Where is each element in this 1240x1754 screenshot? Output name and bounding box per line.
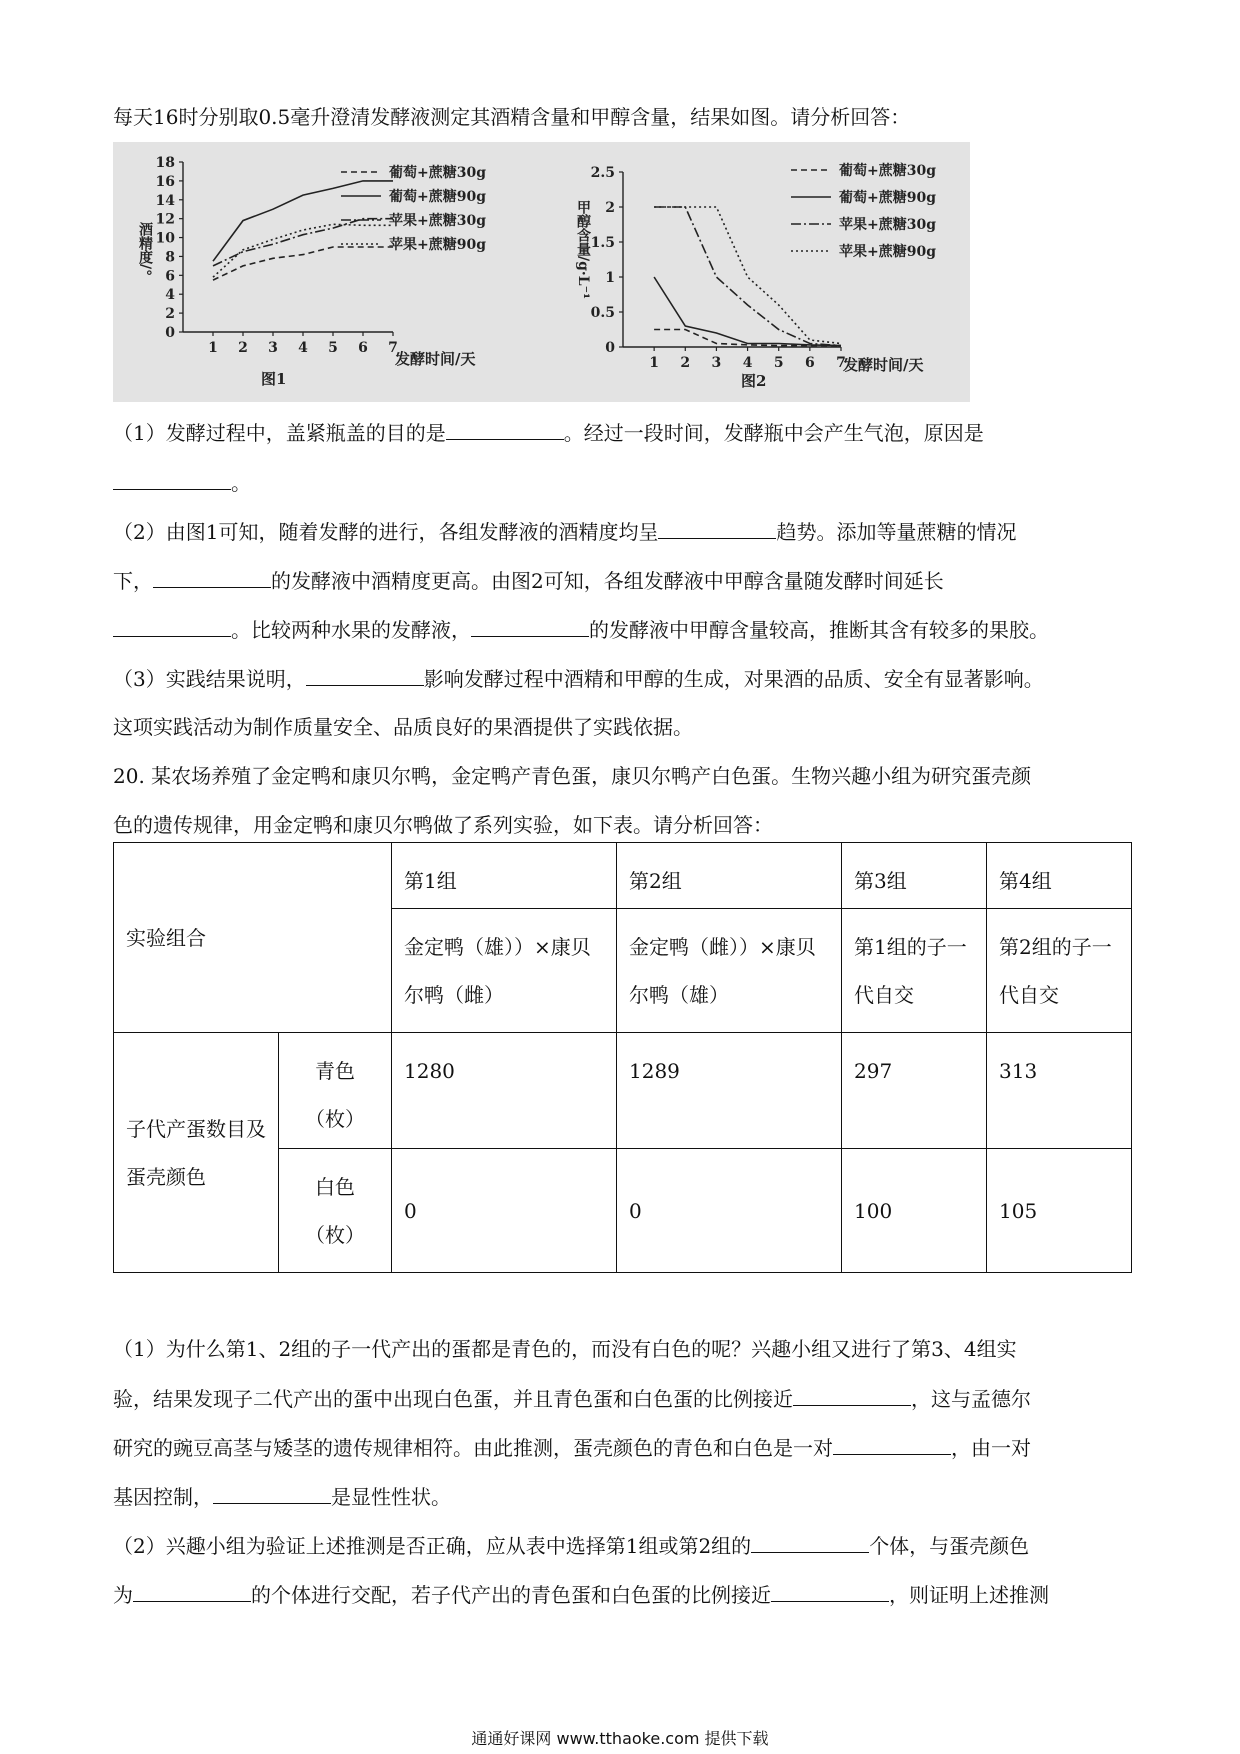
fig1-series-2-line (213, 181, 393, 261)
answer-blank[interactable] (113, 616, 231, 637)
fig1-x-tick-label: 2 (238, 340, 248, 356)
fig2-legend-label-2: 葡萄+蔗糖90g (839, 190, 937, 206)
fig2-series-2-line (654, 277, 841, 346)
fig2-x-tick-label: 1 (649, 355, 660, 371)
page-footer: 通通好课网 www.tthaoke.com 提供下载 (471, 1729, 769, 1748)
fig1-y-tick-label: 16 (155, 173, 175, 190)
cyan-count-1: 1280 (392, 1033, 617, 1149)
fig2-x-tick-label: 3 (711, 355, 722, 371)
fig1-x-label: 发酵时间/天 (395, 350, 476, 368)
charts-figure (113, 142, 970, 402)
combo-3: 第1组的子一代自交 (842, 909, 987, 1033)
q3-line2: 这项实践活动为制作质量安全、品质良好的果酒提供了实践依据。 (113, 715, 693, 739)
s2-text-a: （2）兴趣小组为验证上述推测是否正确，应从表中选择第1组或第2组的 (113, 1534, 752, 1558)
fig2-y-tick-label: 2.5 (590, 165, 615, 181)
answer-blank[interactable] (133, 1581, 251, 1602)
q2-text-e: 。比较两种水果的发酵液， (231, 618, 471, 642)
answer-blank[interactable] (658, 518, 776, 539)
cyan-count-3: 297 (842, 1033, 987, 1149)
fig2-x-tick-label: 2 (680, 355, 691, 371)
fig2-legend-label-1: 葡萄+蔗糖30g (839, 163, 937, 179)
color-label-cyan: 青色（枚） (279, 1033, 392, 1149)
white-count-1: 0 (392, 1149, 617, 1273)
s1-text-g: 是显性性状。 (331, 1485, 451, 1509)
s1-line2 (113, 1385, 1133, 1412)
fig2-legend-label-3: 苹果+蔗糖30g (839, 217, 937, 233)
s1-text-f: 基因控制， (113, 1485, 213, 1509)
fig2-y-tick-label: 2 (605, 200, 615, 216)
s2-line2 (113, 1581, 1133, 1608)
color-label-white: 白色（枚） (279, 1149, 392, 1273)
answer-blank[interactable] (471, 616, 589, 637)
group-header-2: 第2组 (617, 843, 842, 909)
fig2-y-label: 甲醇含量/g·L⁻¹ (575, 200, 591, 300)
fig1-y-tick-label: 6 (165, 268, 175, 285)
fig2-legend-label-4: 苹果+蔗糖90g (839, 244, 937, 260)
answer-blank[interactable] (771, 1581, 889, 1602)
q1-text-b: 。经过一段时间，发酵瓶中会产生气泡，原因是 (563, 421, 984, 445)
cyan-count-2: 1289 (617, 1033, 842, 1149)
fig2-x-tick-label: 5 (773, 355, 784, 371)
fig2-legend (791, 162, 936, 260)
s1-text-e: ，由一对 (951, 1436, 1031, 1460)
figure-image (113, 142, 970, 402)
fig1-legend-label-2: 葡萄+蔗糖90g (389, 189, 487, 205)
s2-text-d: 的个体进行交配，若子代产出的青色蛋和白色蛋的比例接近 (251, 1583, 771, 1607)
s2-text-e: ，则证明上述推测 (889, 1583, 1049, 1607)
fig1-y-tick-label: 10 (155, 230, 175, 247)
s2-text-c: 为 (113, 1583, 133, 1607)
q20-line2: 色的遗传规律，用金定鸭和康贝尔鸭做了系列实验，如下表。请分析回答： (113, 813, 773, 837)
group-header-3: 第3组 (842, 843, 987, 909)
cyan-count-4: 313 (987, 1033, 1132, 1149)
s1-line4 (113, 1483, 1133, 1510)
white-count-4: 105 (987, 1149, 1132, 1273)
answer-blank[interactable] (446, 419, 564, 440)
white-count-3: 100 (842, 1149, 987, 1273)
experiment-table (113, 842, 1132, 1273)
answer-blank[interactable] (793, 1385, 911, 1406)
row-header-experiment: 实验组合 (114, 843, 392, 1033)
fig2-y-tick-label: 1.5 (590, 235, 615, 251)
fig1-x-tick-label: 3 (268, 340, 278, 356)
answer-blank[interactable] (751, 1532, 869, 1553)
combo-2: 金定鸭（雌））×康贝尔鸭（雄） (617, 909, 842, 1033)
q2-text-b: 趋势。添加等量蔗糖的情况 (776, 520, 1017, 544)
fig1-y-tick-label: 18 (155, 155, 175, 171)
fig1-x-tick-label: 1 (208, 340, 218, 356)
q20-line1: 20. 某农场养殖了金定鸭和康贝尔鸭，金定鸭产青色蛋，康贝尔鸭产白色蛋。生物兴趣小组为研究蛋壳颜 (113, 764, 1032, 788)
fig1-x-tick-label: 4 (298, 340, 308, 356)
fig2-x-tick-label: 4 (742, 355, 753, 371)
fig1-y-tick-label: 2 (165, 306, 175, 323)
fig2-caption: 图2 (741, 372, 767, 390)
q2-line3 (113, 616, 1133, 643)
fig1-legend-label-3: 苹果+蔗糖30g (389, 213, 487, 229)
group-header-1: 第1组 (392, 843, 617, 909)
row-header-offspring: 子代产蛋数目及蛋壳颜色 (114, 1033, 279, 1273)
fig2-y-tick-label: 0 (605, 340, 615, 356)
fig2-series-3-line (654, 207, 841, 346)
answer-blank[interactable] (833, 1434, 951, 1455)
answer-blank[interactable] (213, 1483, 331, 1504)
fig1-y-tick-label: 8 (165, 249, 175, 266)
fig1-x-tick-label: 6 (358, 340, 368, 356)
fig2-y-tick-label: 1 (605, 270, 615, 286)
combo-4: 第2组的子一代自交 (987, 909, 1132, 1033)
s1-line1: （1）为什么第1、2组的子一代产出的蛋都是青色的，而没有白色的呢？兴趣小组又进行了第3、4组实 (113, 1337, 1017, 1361)
fig1-caption: 图1 (261, 370, 287, 388)
q1-line2 (113, 469, 1133, 496)
fig1-y-label: 酒精度/° (137, 222, 153, 277)
fig1-legend-label-4: 苹果+蔗糖90g (389, 237, 487, 253)
fig2-x-label: 发酵时间/天 (843, 356, 924, 374)
q3-line1 (113, 665, 1133, 692)
q1-line1 (113, 419, 1133, 446)
combo-1: 金定鸭（雄））×康贝尔鸭（雌） (392, 909, 617, 1033)
fig1-legend (341, 164, 486, 253)
fig1-y-tick-label: 14 (155, 192, 175, 209)
fig2-x-tick-label: 7 (836, 355, 846, 371)
answer-blank[interactable] (306, 665, 424, 686)
q1-text-c: 。 (231, 471, 251, 495)
q2-line2 (113, 567, 1133, 594)
q3-text-a: （3）实践结果说明， (113, 667, 306, 691)
intro-text: 每天16时分别取0.5毫升澄清发酵液测定其酒精含量和甲醇含量，结果如图。请分析回答： (113, 105, 911, 129)
s2-text-b: 个体，与蛋壳颜色 (869, 1534, 1030, 1558)
fig1-series-4-line (213, 224, 393, 277)
fig1-x-tick-label: 5 (328, 340, 338, 356)
q3-text-b: 影响发酵过程中酒精和甲醇的生成，对果酒的品质、安全有显著影响。 (423, 667, 1044, 691)
fig1-y-tick-label: 4 (165, 287, 175, 304)
q2-text-f: 的发酵液中甲醇含量较高，推断其含有较多的果胶。 (589, 618, 1049, 642)
white-count-2: 0 (617, 1149, 842, 1273)
s1-line3 (113, 1434, 1133, 1461)
q2-text-a: （2）由图1可知，随着发酵的进行，各组发酵液的酒精度均呈 (113, 520, 659, 544)
answer-blank[interactable] (113, 469, 231, 490)
answer-blank[interactable] (153, 567, 271, 588)
s1-text-b: 验，结果发现子二代产出的蛋中出现白色蛋，并且青色蛋和白色蛋的比例接近 (113, 1387, 793, 1411)
q2-text-d: 的发酵液中酒精度更高。由图2可知，各组发酵液中甲醇含量随发酵时间延长 (271, 569, 944, 593)
fig1-x-tick-label: 7 (388, 340, 398, 356)
s2-line1 (113, 1532, 1133, 1559)
q1-text-a: （1）发酵过程中，盖紧瓶盖的目的是 (113, 421, 446, 445)
group-header-4: 第4组 (987, 843, 1132, 909)
fig2-x-tick-label: 6 (804, 355, 815, 371)
table-row (114, 1033, 1132, 1149)
fig1-legend-label-1: 葡萄+蔗糖30g (389, 165, 487, 181)
s1-text-c: ，这与孟德尔 (911, 1387, 1031, 1411)
fig2-y-tick-label: 0.5 (590, 305, 615, 321)
q2-line1 (113, 518, 1133, 545)
fig1-y-tick-label: 0 (165, 325, 175, 341)
s1-text-d: 研究的豌豆高茎与矮茎的遗传规律相符。由此推测，蛋壳颜色的青色和白色是一对 (113, 1436, 833, 1460)
table-row (114, 843, 1132, 909)
fig1-y-tick-label: 12 (155, 211, 175, 228)
fig2-series-4-line (654, 207, 841, 344)
q2-text-c: 下， (113, 569, 153, 593)
